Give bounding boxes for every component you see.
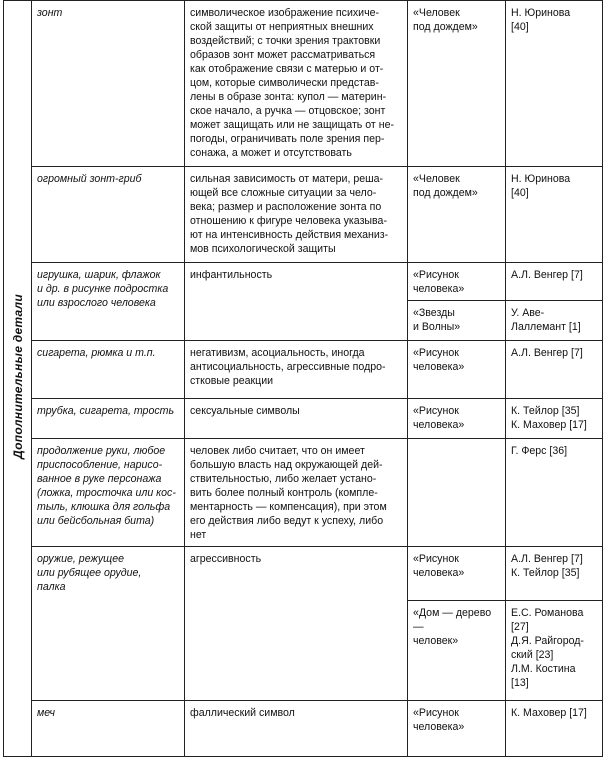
table-row xyxy=(4,547,603,601)
table-row xyxy=(4,701,603,757)
detail-cell xyxy=(32,167,185,263)
meaning-line: сильная зависимость от матери, реша- xyxy=(190,173,384,185)
test-cell xyxy=(408,439,506,547)
author-line: К. Маховер [17] xyxy=(511,707,587,719)
author-line: К. Маховер [17] xyxy=(511,419,587,431)
meaning-line: лены в образе зонта: купол — материн- xyxy=(190,91,387,103)
test-line: человек» xyxy=(413,635,459,647)
detail-line: игрушка, шарик, флажок xyxy=(37,269,161,281)
meaning-line: стковые реакции xyxy=(190,375,274,387)
meaning-cell xyxy=(185,547,408,701)
author-cell xyxy=(506,701,603,757)
meaning-line: как отображение связи с матерью и от- xyxy=(190,63,384,75)
meaning-line: вить более полный контроль (компле- xyxy=(190,487,378,499)
test-cell xyxy=(408,399,506,439)
author-cell xyxy=(506,341,603,399)
test-cell xyxy=(408,263,506,301)
meaning-line: его действия либо ведут к успеху, либо xyxy=(190,515,384,527)
author-cell xyxy=(506,263,603,301)
test-cell xyxy=(408,341,506,399)
table-row xyxy=(4,341,603,399)
table-row xyxy=(4,263,603,301)
detail-line: приспособление, нарисо- xyxy=(37,459,163,471)
author-line: [40] xyxy=(511,21,529,33)
author-line: У. Аве- xyxy=(511,307,545,319)
detail-line: тыль, клюшка для гольфа xyxy=(37,501,171,513)
test-cell xyxy=(408,601,506,701)
author-line: А.Л. Венгер [7] xyxy=(511,269,583,281)
author-line: Н. Юринова xyxy=(511,7,571,19)
meaning-line: агрессивность xyxy=(190,553,262,565)
meaning-line: века; размер и расположение зонта по xyxy=(190,201,382,213)
author-line: Лаллемант [1] xyxy=(511,321,581,333)
author-cell xyxy=(506,439,603,547)
test-cell xyxy=(408,301,506,341)
meaning-line: фаллический символ xyxy=(190,707,295,719)
author-line: ский [23] xyxy=(511,649,554,661)
meaning-cell xyxy=(185,701,408,757)
test-line: «Звезды xyxy=(413,307,455,319)
detail-line: ванное в руке персонажа xyxy=(37,473,162,485)
detail-line: (ложка, тросточка или кос- xyxy=(37,487,176,499)
detail-line: сигарета, рюмка и т.п. xyxy=(37,347,156,359)
detail-cell xyxy=(32,701,185,757)
author-line: К. Тейлор [35] xyxy=(511,567,580,579)
table-row xyxy=(4,167,603,263)
detail-line: зонт xyxy=(37,7,63,19)
meaning-line: антисоциальность, агрессивные подро- xyxy=(190,361,386,373)
test-line: человека» xyxy=(413,361,465,373)
detail-cell xyxy=(32,263,185,341)
meaning-line: мов психологической защиты xyxy=(190,243,336,255)
test-line: человека» xyxy=(413,419,465,431)
test-line: «Рисунок xyxy=(413,347,459,359)
meaning-line: ствительностью, либо желает устано- xyxy=(190,473,377,485)
test-line: под дождем» xyxy=(413,21,478,33)
detail-line: или бейсбольная бита) xyxy=(37,515,155,527)
test-line: человека» xyxy=(413,283,465,295)
test-line: «Рисунок xyxy=(413,269,459,281)
author-line: А.Л. Венгер [7] xyxy=(511,553,583,565)
meaning-line: большую власть над окружающей дей- xyxy=(190,459,383,471)
meaning-cell xyxy=(185,167,408,263)
test-line: «Рисунок xyxy=(413,553,459,565)
author-cell xyxy=(506,601,603,701)
test-line: «Рисунок xyxy=(413,405,459,417)
meaning-line: человек либо считает, что он имеет xyxy=(190,445,365,457)
meaning-line: негативизм, асоциальность, иногда xyxy=(190,347,365,359)
test-cell xyxy=(408,547,506,601)
detail-line: огромный зонт-гриб xyxy=(37,173,142,185)
author-cell xyxy=(506,399,603,439)
meaning-line: ют на интенсивность действия механиз- xyxy=(190,229,389,241)
test-line: «Дом — дерево — xyxy=(413,607,492,633)
meaning-line: сонажа, а может и отсутствовать xyxy=(190,147,352,159)
meaning-line: ской защиты от неприятных внешних xyxy=(190,21,374,33)
test-cell xyxy=(408,167,506,263)
table-row xyxy=(4,1,603,167)
detail-line: и др. в рисунке подростка xyxy=(37,283,169,295)
author-line: Е.С. Романова xyxy=(511,607,584,619)
detail-line: или взрослого человека xyxy=(37,297,156,309)
meaning-line: ское начало, а ручка — отцовское; зонт xyxy=(190,105,386,117)
author-cell xyxy=(506,547,603,601)
detail-cell xyxy=(32,341,185,399)
detail-line: или рубящее орудие, xyxy=(37,567,142,579)
detail-cell xyxy=(32,547,185,701)
meaning-line: символическое изображение психиче- xyxy=(190,7,380,19)
test-line: под дождем» xyxy=(413,187,478,199)
test-line: человека» xyxy=(413,721,465,733)
author-line: [13] xyxy=(511,677,529,689)
meaning-cell xyxy=(185,263,408,341)
meaning-line: ющей все сложные ситуации за чело- xyxy=(190,187,377,199)
meaning-line: отношению к фигуре человека указыва- xyxy=(190,215,387,227)
author-line: Г. Ферс [36] xyxy=(511,445,568,457)
author-line: А.Л. Венгер [7] xyxy=(511,347,583,359)
author-line: [27] xyxy=(511,621,529,633)
table-row xyxy=(4,439,603,547)
test-line: «Рисунок xyxy=(413,707,459,719)
meaning-cell xyxy=(185,1,408,167)
meaning-cell xyxy=(185,399,408,439)
author-cell xyxy=(506,301,603,341)
detail-line: продолжение руки, любое xyxy=(37,445,166,457)
meaning-cell xyxy=(185,439,408,547)
detail-line: трубка, сигарета, трость xyxy=(37,405,175,417)
meaning-line: воздействий; с точки зрения трактовки xyxy=(190,35,381,47)
meaning-line: образов зонт может рассматриваться xyxy=(190,49,376,61)
detail-cell xyxy=(32,1,185,167)
meaning-line: нет xyxy=(190,529,207,541)
author-line: Н. Юринова xyxy=(511,173,571,185)
test-line: «Человек xyxy=(413,7,460,19)
test-line: человека» xyxy=(413,567,465,579)
detail-cell xyxy=(32,439,185,547)
meaning-line: может защищать или не защищать от не- xyxy=(190,119,394,131)
meaning-line: цом, которые символически представ- xyxy=(190,77,379,89)
detail-line: палка xyxy=(37,581,66,593)
meaning-line: инфантильность xyxy=(190,269,273,281)
meaning-cell xyxy=(185,341,408,399)
author-line: К. Тейлор [35] xyxy=(511,405,580,417)
author-line: Д.Я. Райгород- xyxy=(511,635,584,647)
meaning-line: сексуальные символы xyxy=(190,405,300,417)
section-label-cell xyxy=(4,1,32,757)
test-line: «Человек xyxy=(413,173,460,185)
detail-line: оружие, режущее xyxy=(37,553,124,565)
detail-cell xyxy=(32,399,185,439)
meaning-line: погоды, ограничивать поле зрения пер- xyxy=(190,133,385,145)
section-label: Дополнительные детали xyxy=(10,294,25,459)
detail-line: меч xyxy=(37,707,56,719)
reference-table xyxy=(3,0,603,757)
author-cell xyxy=(506,1,603,167)
meaning-line: ментарность — компенсация), при этом xyxy=(190,501,387,513)
author-line: [40] xyxy=(511,187,529,199)
test-line: и Волны» xyxy=(413,321,461,333)
author-line: Л.М. Костина xyxy=(511,663,576,675)
test-cell xyxy=(408,1,506,167)
test-cell xyxy=(408,701,506,757)
table-row xyxy=(4,399,603,439)
author-cell xyxy=(506,167,603,263)
